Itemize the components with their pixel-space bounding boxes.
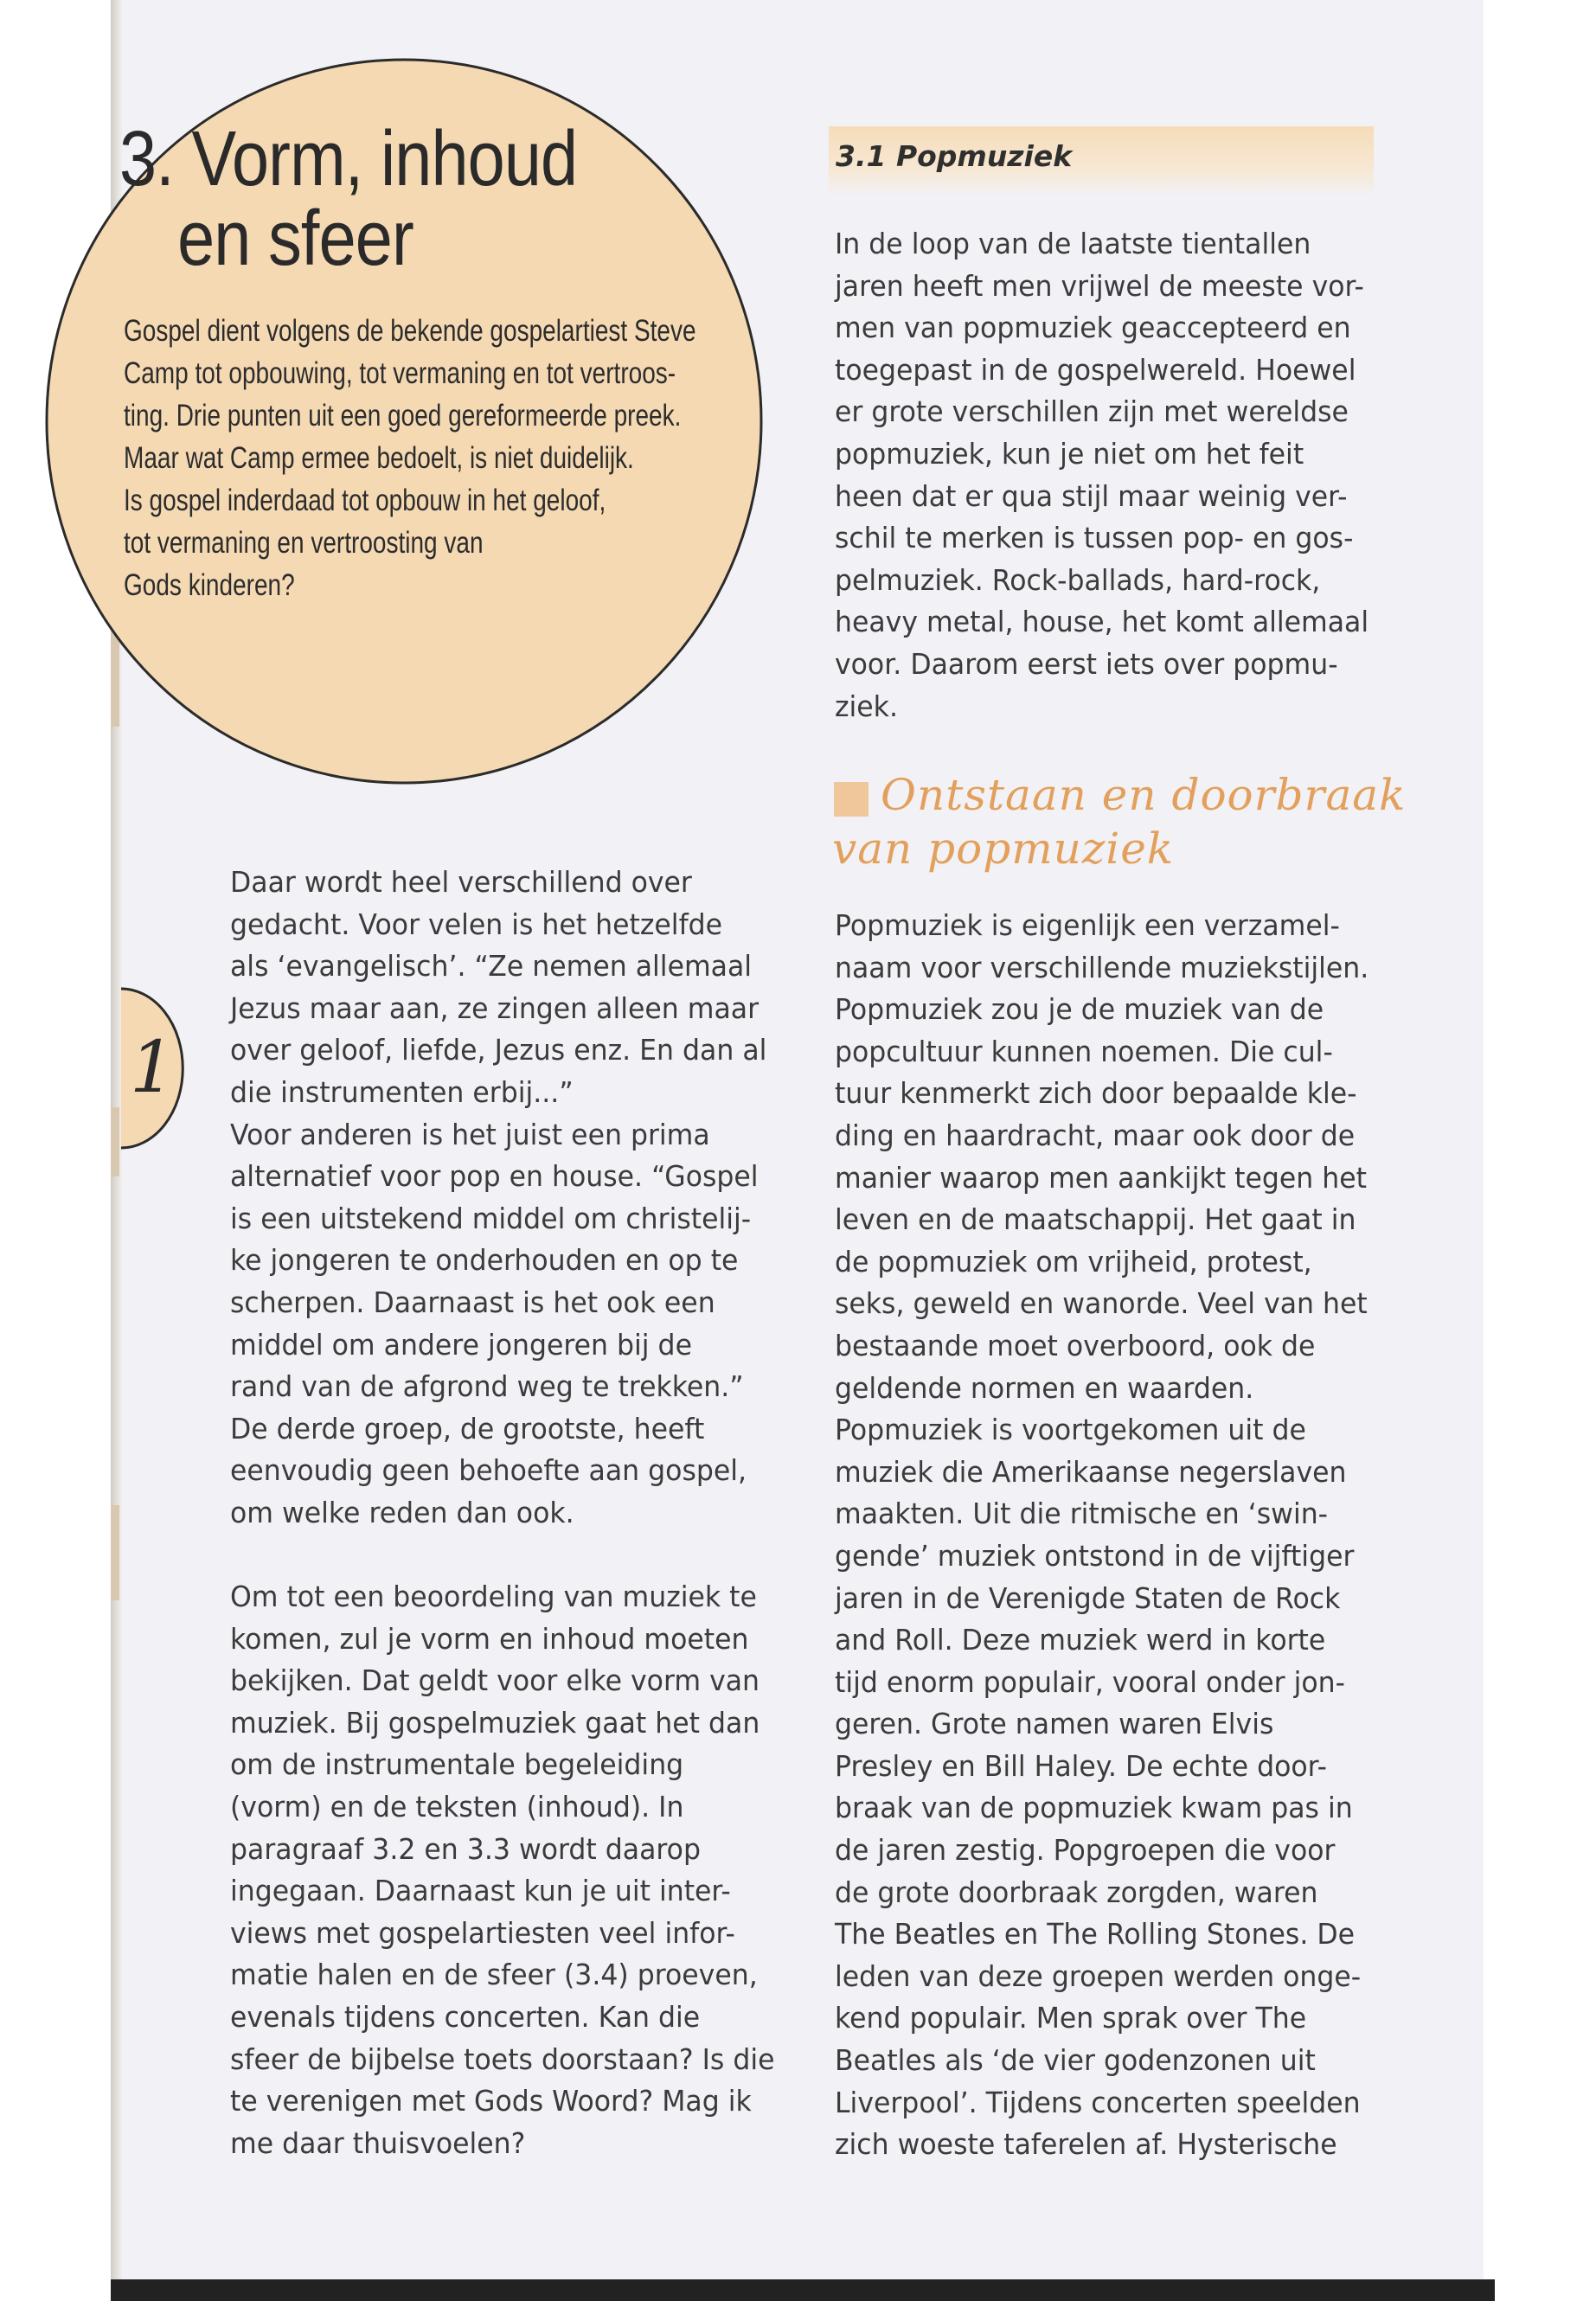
text-line: and Roll. Deze muziek werd in korte: [835, 1623, 1326, 1657]
text-line: Voor anderen is het juist een prima: [230, 1117, 710, 1151]
text-line: leven en de maatschappij. Het gaat in: [835, 1202, 1356, 1237]
text-line: jaren in de Verenigde Staten de Rock: [835, 1580, 1341, 1615]
text-line: Jezus maar aan, ze zingen alleen maar: [230, 990, 760, 1025]
text-line: seks, geweld en wanorde. Veel van het: [835, 1286, 1368, 1321]
text-line: Popmuziek is eigenlijk een verzamel-: [835, 908, 1340, 942]
text-line: bekijken. Dat geldt voor elke vorm van: [230, 1663, 760, 1698]
text-line: ding en haardracht, maar ook door de: [835, 1118, 1356, 1152]
text-line: maakten. Uit die ritmische en ‘swin-: [835, 1497, 1329, 1531]
text-line: alternatief voor pop en house. “Gospel: [230, 1159, 759, 1194]
text-line: als ‘evangelisch’. “Ze nemen allemaal: [230, 949, 753, 984]
text-line: evenals tijdens concerten. Kan die: [230, 2000, 701, 2035]
text-line: om de instrumentale begeleiding: [230, 1747, 684, 1782]
text-line: bestaande moet overboord, ook de: [835, 1328, 1316, 1362]
text-line: manier waarop men aankijkt tegen het: [835, 1160, 1367, 1195]
text-line: geldende normen en waarden.: [835, 1370, 1254, 1405]
text-line: te verenigen met Gods Woord? Mag ik: [230, 2084, 752, 2118]
text-line: de popmuziek om vrijheid, protest,: [835, 1244, 1312, 1279]
text-line: tuur kenmerkt zich door bepaalde kle-: [835, 1076, 1357, 1111]
text-line: Daar wordt heel verschillend over: [230, 865, 692, 899]
subheading-line-1: Ontstaan en doorbraak: [881, 770, 1407, 820]
text-line: muziek die Amerikaanse negerslaven: [835, 1454, 1347, 1489]
text-line: Presley en Bill Haley. De echte door-: [835, 1748, 1327, 1783]
text-line: kend populair. Men sprak over The: [835, 2001, 1307, 2035]
text-line: heavy metal, house, het komt allemaal: [835, 605, 1369, 639]
intro-line: Camp tot opbouwing, tot vermaning en tot vertroos-: [124, 356, 676, 390]
text-line: matie halen en de sfeer (3.4) proeven,: [230, 1958, 758, 1992]
intro-line: tot vermaning en vertroosting van: [124, 526, 484, 560]
section-title: 3.1 Popmuziek: [836, 139, 1073, 173]
text-line: Popmuziek zou je de muziek van de: [835, 992, 1324, 1027]
text-line: paragraaf 3.2 en 3.3 wordt daarop: [230, 1831, 701, 1866]
text-line: Popmuziek is voortgekomen uit de: [835, 1413, 1306, 1447]
text-line: jaren heeft men vrijwel de meeste vor-: [835, 268, 1364, 303]
intro-line: Gods kinderen?: [124, 568, 295, 602]
text-line: views met gospelartiesten veel infor-: [230, 1915, 735, 1950]
text-line: (vorm) en de teksten (inhoud). In: [230, 1790, 684, 1824]
text-line: braak van de popmuziek kwam pas in: [835, 1791, 1353, 1825]
text-line: om welke reden dan ook.: [230, 1495, 574, 1529]
text-line: voor. Daarom eerst iets over popmu-: [835, 646, 1338, 681]
text-line: Om tot een beoordeling van muziek te: [230, 1580, 757, 1614]
intro-line: Is gospel inderdaad tot opbouw in het geloof,: [124, 484, 606, 517]
text-line: leden van deze groepen werden onge-: [835, 1958, 1362, 1993]
text-line: schil te merken is tussen pop- en gos-: [835, 521, 1354, 555]
chapter-intro: [124, 310, 696, 606]
left-column-text: [230, 862, 775, 2164]
text-line: zich woeste taferelen af. Hysterische: [835, 2127, 1337, 2162]
subheading-line-2: van popmuziek: [832, 824, 1175, 874]
text-line: pelmuziek. Rock-ballads, hard-rock,: [835, 562, 1321, 597]
text-line: er grote verschillen zijn met wereldse: [835, 394, 1349, 429]
text-line: geren. Grote namen waren Elvis: [835, 1707, 1274, 1741]
text-line: The Beatles en The Rolling Stones. De: [835, 1917, 1356, 1952]
text-line: tijd enorm populair, vooral onder jon-: [835, 1664, 1346, 1699]
text-line: toegepast in de gospelwereld. Hoewel: [835, 352, 1356, 387]
text-line: Beatles als ‘de vier godenzonen uit: [835, 2043, 1316, 2078]
right-column-intro: [835, 223, 1368, 727]
text-line: gedacht. Voor velen is het hetzelfde: [230, 907, 723, 941]
subheading: [832, 768, 1406, 875]
text-line: popcultuur kunnen noemen. Die cul-: [835, 1034, 1333, 1068]
text-line: popmuziek, kun je niet om het feit: [835, 436, 1304, 471]
text-line: Liverpool’. Tijdens concerten speelden: [835, 2085, 1361, 2119]
text-line: ke jongeren te onderhouden en op te: [230, 1243, 739, 1278]
intro-line: Maar wat Camp ermee bedoelt, is niet duidelijk.: [124, 441, 634, 475]
chapter-title: [119, 116, 578, 282]
text-line: is een uitstekend middel om christelij-: [230, 1201, 752, 1235]
text-line: over geloof, liefde, Jezus enz. En dan al: [230, 1033, 767, 1067]
right-column-body: [835, 905, 1368, 2166]
text-line: heen dat er qua stijl maar weinig ver-: [835, 478, 1348, 513]
text-line: naam voor verschillende muziekstijlen.: [835, 950, 1369, 984]
text-line: de grote doorbraak zorgden, waren: [835, 1875, 1318, 1909]
text-line: De derde groep, de grootste, heeft: [230, 1411, 705, 1445]
text-line: de jaren zestig. Popgroepen die voor: [835, 1833, 1336, 1868]
text-line: In de loop van de laatste tientallen: [835, 227, 1311, 260]
text-line: die instrumenten erbij...”: [230, 1074, 574, 1109]
chapter-title-line-1: 3. Vorm, inhoud: [119, 116, 578, 202]
intro-line: Gospel dient volgens de bekende gospelartiest Steve: [124, 314, 696, 348]
text-line: rand van de afgrond weg te trekken.”: [230, 1369, 744, 1404]
text-line: eenvoudig geen behoefte aan gospel,: [230, 1453, 747, 1488]
text-line: middel om andere jongeren bij de: [230, 1327, 692, 1362]
text-line: gende’ muziek ontstond in de vijftiger: [835, 1538, 1355, 1573]
chapter-title-line-2: en sfeer: [177, 195, 413, 282]
text-line: komen, zul je vorm en inhoud moeten: [230, 1621, 749, 1656]
margin-number: 1: [130, 1027, 176, 1109]
text-line: scherpen. Daarnaast is het ook een: [230, 1285, 715, 1319]
text-line: me daar thuisvoelen?: [230, 2125, 526, 2160]
text-line: ziek.: [835, 689, 898, 723]
text-line: muziek. Bij gospelmuziek gaat het dan: [230, 1705, 760, 1740]
intro-line: ting. Drie punten uit een goed gereformeerde preek.: [124, 399, 682, 433]
text-line: men van popmuziek geaccepteerd en: [835, 311, 1351, 345]
text-line: ingegaan. Daarnaast kun je uit inter-: [230, 1874, 731, 1908]
text-line: sfeer de bijbelse toets doorstaan? Is die: [230, 2041, 775, 2076]
paragraph-gap: [230, 1535, 775, 1577]
